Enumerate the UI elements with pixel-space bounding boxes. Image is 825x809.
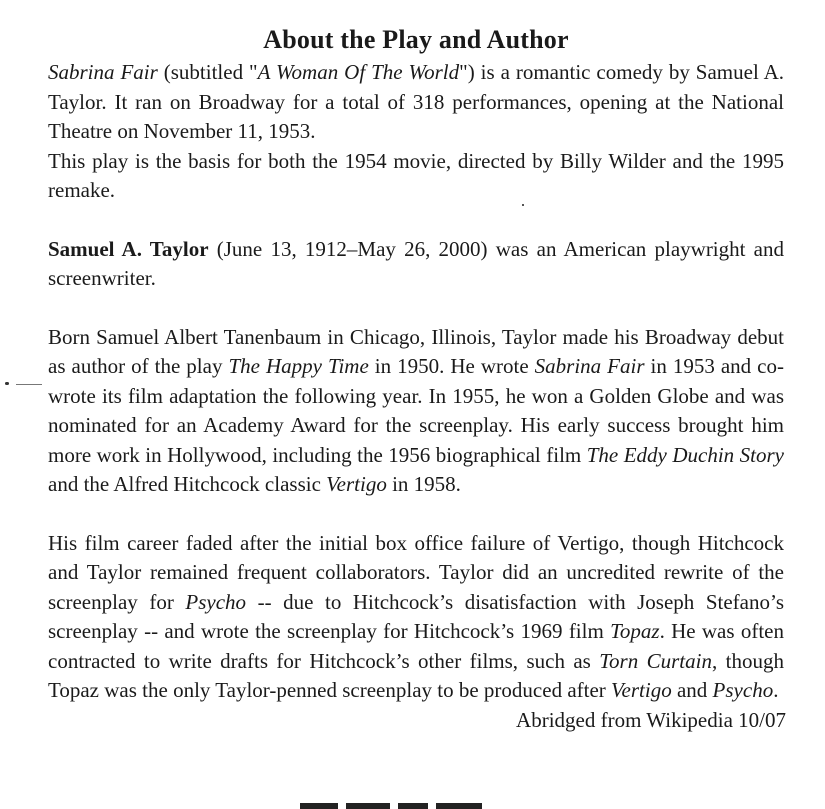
author-intro-paragraph: Samuel A. Taylor (June 13, 1912–May 26, 2000) was an American playwright and screenwriter. <box>48 236 785 290</box>
film-career-paragraph: His film career faded after the initial box office failure of Vertigo, though Hitchcock and Taylor remained frequent collaborators. Taylor did an uncredited rewrite of the screenplay for Psycho -- due to Hitchcock’s disatisfaction with Joseph Stefano’s screenplay -- and wrote the screenplay for Hitchcock’s 1969 film Topaz. He was often contracted to write drafts for Hitchcock’s other films, such as Torn Curtain, though Topaz was the only Taylor-penned screenplay to be produced after Vertigo and Psycho. <box>48 530 785 702</box>
page-heading: About the Play and Author <box>263 25 569 54</box>
scan-speck <box>5 382 9 385</box>
scan-mark <box>16 384 42 385</box>
play-subtitle: A Woman Of The World <box>257 60 460 84</box>
play-title: Sabrina Fair <box>48 60 158 84</box>
play-intro-paragraph: Sabrina Fair (subtitled "A Woman Of The World") is a romantic comedy by Samuel A. Taylor. It ran on Broadway for a total of 318 performances, opening at the National Theatre on November 11, 1953. <box>48 60 784 143</box>
scan-speck <box>522 204 524 206</box>
source-attribution: Abridged from Wikipedia 10/07 <box>516 707 786 732</box>
document-page <box>48 24 784 735</box>
cut-off-next-heading <box>300 803 490 809</box>
author-name: Samuel A. Taylor <box>48 236 209 261</box>
play-adaptation-paragraph: This play is the basis for both the 1954 movie, directed by Billy Wilder and the 1995 remake. <box>48 148 784 202</box>
author-biography-paragraph: Born Samuel Albert Tanenbaum in Chicago, Illinois, Taylor made his Broadway debut as author of the play The Happy Time in 1950. He wrote Sabrina Fair in 1953 and co-wrote its film adaptation the following year. In 1955, he won a Golden Globe and was nominated for an Academy Award for the screenplay. His early success brought him more work in Hollywood, including the 1956 biographical film The Eddy Duchin Story and the Alfred Hitchcock classic Vertigo in 1958. <box>48 324 785 496</box>
